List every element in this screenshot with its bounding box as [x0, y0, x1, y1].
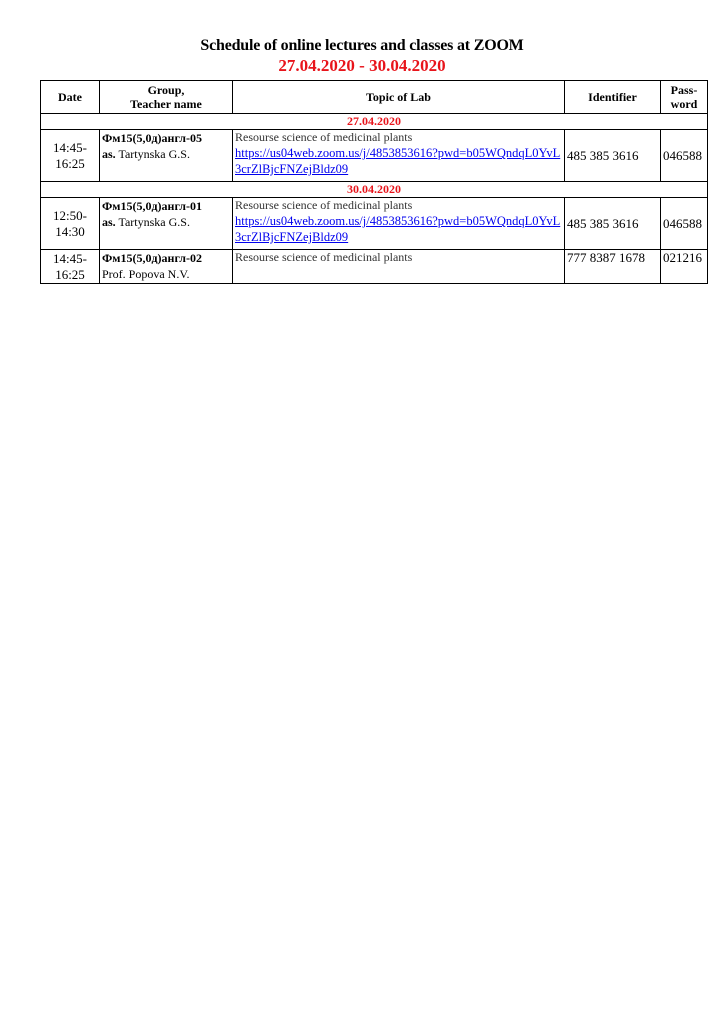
password-cell: 046588 [661, 130, 708, 182]
teacher-title: as. [102, 215, 116, 229]
header-group-line1: Group, [147, 83, 185, 97]
header-identifier: Identifier [565, 81, 661, 114]
group-cell [100, 198, 233, 250]
group-code: Фм15(5,0д)англ-05 [102, 131, 203, 145]
identifier-cell: 485 385 3616 [565, 198, 661, 250]
header-topic: Topic of Lab [233, 81, 565, 114]
group-code: Фм15(5,0д)англ-01 [102, 199, 203, 213]
schedule-table [40, 80, 708, 284]
teacher-name [102, 146, 230, 162]
time-cell [41, 250, 100, 284]
topic-text: Resourse science of medicinal plants [235, 130, 413, 144]
topic-cell [233, 130, 565, 182]
time-start: 14:45- [53, 139, 87, 155]
topic-text: Resourse science of medicinal plants [235, 250, 413, 264]
header-password [661, 81, 708, 114]
password-cell: 046588 [661, 198, 708, 250]
section-date: 30.04.2020 [41, 182, 708, 198]
section-date: 27.04.2020 [41, 114, 708, 130]
zoom-link[interactable]: https://us04web.zoom.us/j/4853853616?pwd=b05WQndqL0YvL3crZlBjcFNZejBldz09 [235, 146, 561, 176]
password-cell: 021216 [661, 250, 708, 284]
time-start: 12:50- [53, 207, 87, 223]
zoom-link[interactable]: https://us04web.zoom.us/j/4853853616?pwd=b05WQndqL0YvL3crZlBjcFNZejBldz09 [235, 214, 561, 244]
date-range: 27.04.2020 - 30.04.2020 [278, 56, 446, 75]
table-row [41, 198, 708, 250]
time-cell [41, 130, 100, 182]
teacher-name [102, 266, 230, 282]
teacher-fullname: Tartynska G.S. [115, 215, 190, 229]
teacher-fullname: Tartynska G.S. [115, 147, 190, 161]
group-cell [100, 130, 233, 182]
time-start: 14:45- [53, 250, 87, 266]
header-password-line1: Pass- [670, 83, 698, 97]
date-divider-row [41, 182, 708, 198]
topic-cell [233, 250, 565, 284]
teacher-fullname: Prof. Popova N.V. [102, 267, 190, 281]
topic-cell [233, 198, 565, 250]
teacher-name [102, 214, 230, 230]
topic-text: Resourse science of medicinal plants [235, 198, 413, 212]
page-title: Schedule of online lectures and classes at ZOOM [200, 37, 524, 54]
header-group-line2: Teacher name [130, 97, 202, 111]
header-group [100, 81, 233, 114]
header-password-line2: word [670, 97, 698, 111]
time-end: 14:30 [55, 223, 85, 239]
teacher-title: as. [102, 147, 116, 161]
table-row [41, 250, 708, 284]
time-end: 16:25 [55, 266, 85, 282]
identifier-cell: 777 8387 1678 [565, 250, 661, 284]
header-date: Date [41, 81, 100, 114]
table-row [41, 130, 708, 182]
date-divider-row [41, 114, 708, 130]
table-header-row [41, 81, 708, 114]
group-cell [100, 250, 233, 284]
time-cell [41, 198, 100, 250]
group-code: Фм15(5,0д)англ-02 [102, 251, 203, 265]
time-end: 16:25 [55, 155, 85, 171]
identifier-cell: 485 385 3616 [565, 130, 661, 182]
